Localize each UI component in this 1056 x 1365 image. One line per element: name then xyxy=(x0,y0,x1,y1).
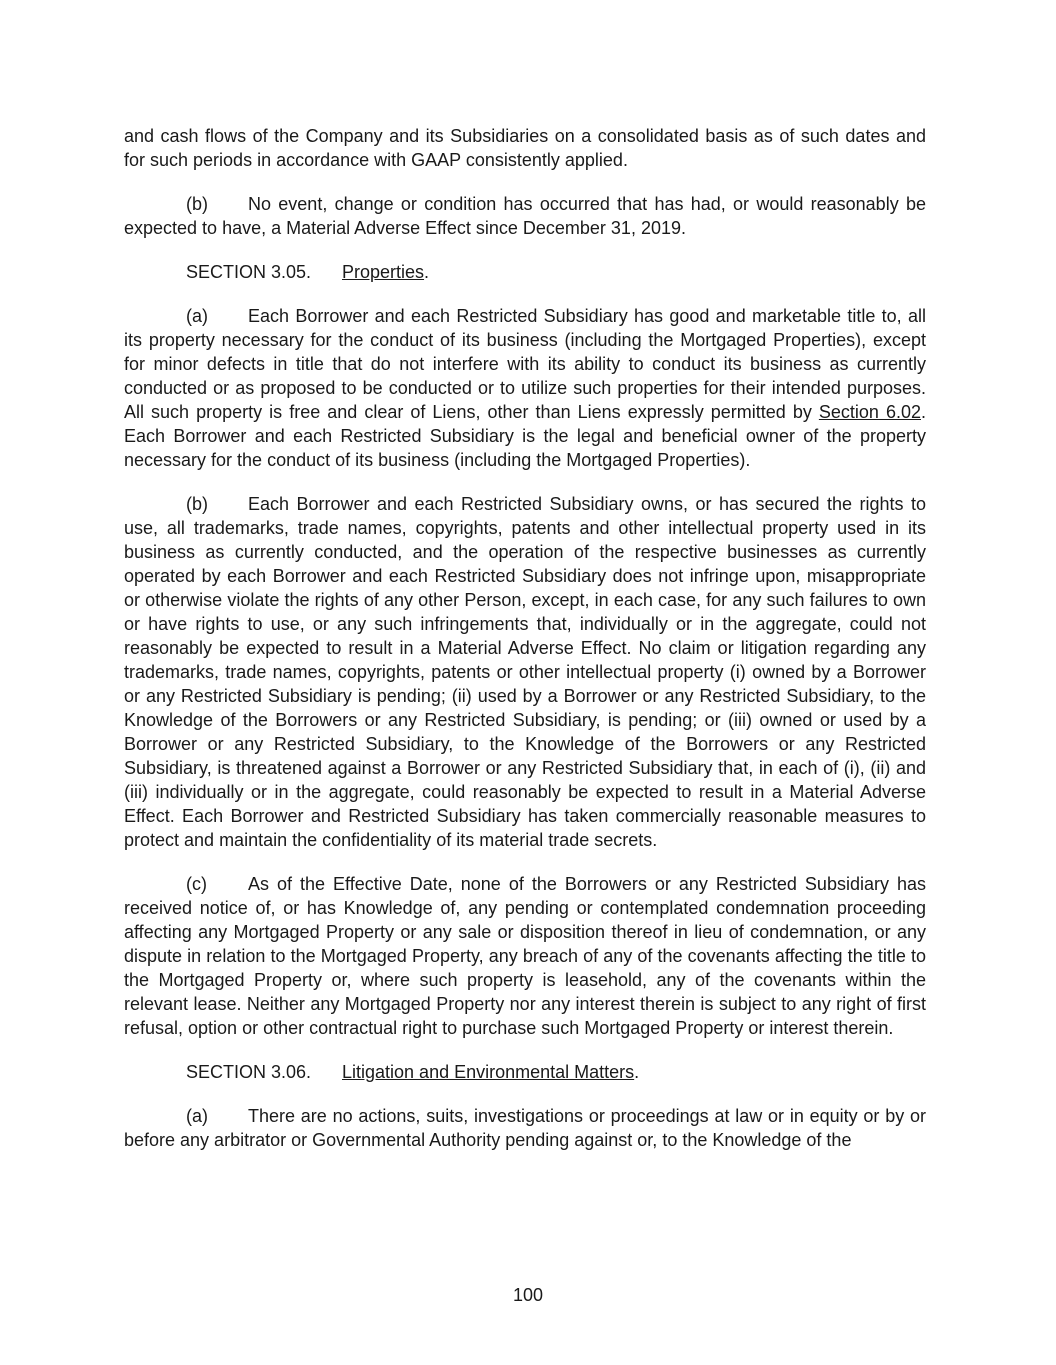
section-title-suffix: . xyxy=(424,262,430,282)
paragraph-3-05-c xyxy=(124,872,926,1040)
clause-text: There are no actions, suits, investigations or proceedings at law or in equity or by or before any arbitrator or Governmental Authority pending against or, to the Knowledge of the xyxy=(124,1106,926,1150)
section-title: Litigation and Environmental Matters xyxy=(342,1062,635,1082)
page-number: 100 xyxy=(512,1285,544,1305)
section-number: SECTION 3.05. xyxy=(186,262,312,282)
section-heading-3-05 xyxy=(124,260,926,284)
paragraph-3-04-b xyxy=(124,192,926,240)
section-heading-3-06 xyxy=(124,1060,926,1084)
clause-text-part2: . Each Borrower and each Restricted Subsidiary is the legal and beneficial owner of the property necessary for the conduct of its business (including the Mortgaged Properties). xyxy=(124,402,926,470)
clause-text: No event, change or condition has occurred that has had, or would reasonably be expected to have, a Material Adverse Effect since December 31, 2019. xyxy=(124,194,926,238)
clause-text-part1: Each Borrower and each Restricted Subsidiary has good and marketable title to, all its property necessary for the conduct of its business (including the Mortgaged Properties), except for minor defects in title that do not interfere with its ability to conduct its business as currently conducted or as proposed to be conducted or to utilize such properties for their intended purposes. All such property is free and clear of Liens, other than Liens expressly permitted by xyxy=(124,306,926,422)
paragraph-3-06-a xyxy=(124,1104,926,1152)
section-title: Properties xyxy=(342,262,425,282)
section-title-suffix: . xyxy=(634,1062,640,1082)
section-number: SECTION 3.06. xyxy=(186,1062,312,1082)
paragraph-3-05-b xyxy=(124,492,926,852)
clause-label: (b) xyxy=(186,494,208,514)
clause-text: As of the Effective Date, none of the Borrowers or any Restricted Subsidiary has received notice of, or has Knowledge of, any pending or contemplated condemnation proceeding affecting any Mortgaged Property or any sale or disposition thereof in lieu of condemnation, or any dispute in relation to the Mortgaged Property, any breach of any of the covenants affecting the title to the Mortgaged Property or, where such property is leasehold, any of the covenants within the relevant lease. Neither any Mortgaged Property nor any interest therein is subject to any right of first refusal, option or other contractual right to purchase such Mortgaged Property or interest therein. xyxy=(124,874,926,1038)
clause-label: (b) xyxy=(186,194,208,214)
section-cross-reference: Section 6.02 xyxy=(818,402,921,422)
clause-label: (a) xyxy=(186,1106,208,1126)
paragraph-continuation: and cash flows of the Company and its Subsidiaries on a consolidated basis as of such dates and for such periods in accordance with GAAP consistently applied. xyxy=(124,126,926,170)
paragraph-3-05-a xyxy=(124,304,926,472)
clause-text: Each Borrower and each Restricted Subsidiary owns, or has secured the rights to use, all trademarks, trade names, copyrights, patents and other intellectual property used in its business as currently conducted, and the operation of the respective businesses as currently operated by each Borrower and each Restricted Subsidiary does not infringe upon, misappropriate or otherwise violate the rights of any other Person, except, in each case, for any such failures to own or have rights to use, or any such infringements that, individually or in the aggregate, could not reasonably be expected to result in a Material Adverse Effect. No claim or litigation regarding any trademarks, trade names, copyrights, patents or other intellectual property (i) owned by a Borrower or any Restricted Subsidiary is pending; (ii) used by a Borrower or any Restricted Subsidiary, to the Knowledge of the Borrowers or any Restricted Subsidiary, is pending; or (iii) owned or used by a Borrower or any Restricted Subsidiary, to the Knowledge of the Borrowers or any Restricted Subsidiary, is threatened against a Borrower or any Restricted Subsidiary that, in each of (i), (ii) and (iii) individually or in the aggregate, could reasonably be expected to result in a Material Adverse Effect. Each Borrower and Restricted Subsidiary has taken commercially reasonable measures to protect and maintain the confidentiality of its material trade secrets. xyxy=(124,494,926,850)
document-page xyxy=(124,124,926,1172)
clause-label: (c) xyxy=(186,874,207,894)
clause-label: (a) xyxy=(186,306,208,326)
